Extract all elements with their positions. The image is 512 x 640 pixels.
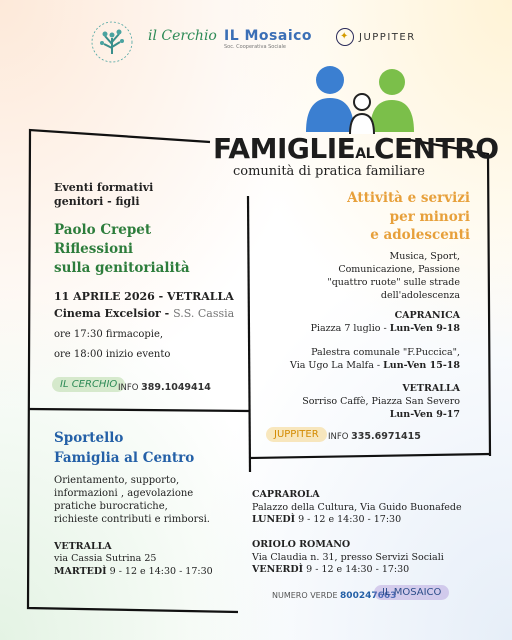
juppiter-badge: JUPPITER — [266, 427, 327, 442]
distretto-logo — [90, 20, 134, 64]
location-address: Sorriso Caffè, Piazza San Severo — [302, 396, 460, 407]
desc-line: Musica, Sport, — [389, 251, 460, 262]
event-label-line: genitori - figli — [54, 195, 140, 208]
day-text: MARTEDÌ — [54, 566, 107, 577]
activities-title-line: e adolescenti — [370, 227, 470, 243]
info-label: INFO — [118, 383, 142, 393]
event-label-line: Eventi formativi — [54, 181, 154, 194]
sportello-title-line: Sportello — [54, 430, 124, 446]
mosaico-logo-sub: Soc. Cooperativa Sociale — [224, 44, 287, 50]
sportello-hours — [54, 566, 213, 577]
event-title-line: Paolo Crepet — [54, 222, 152, 238]
desc-line: Orientamento, supporto, — [54, 475, 180, 486]
desc-line: dell'adolescenza — [380, 290, 460, 301]
event-time: ore 17:30 firmacopie, — [54, 329, 164, 340]
desc-line: Comunicazione, Passione — [338, 264, 460, 275]
sportello-description — [54, 474, 210, 526]
location-vetralla — [278, 382, 460, 421]
sportello-address: via Cassia Sutrina 25 — [54, 553, 157, 564]
juppiter-logo-text: JUPPITER — [359, 32, 416, 43]
sportello-title — [54, 428, 194, 468]
hours-text: Lun-Ven 15-18 — [383, 360, 460, 371]
address-text: Via Ugo La Malfa - — [290, 360, 384, 371]
tree-icon — [90, 20, 134, 64]
mosaico-logo — [224, 28, 312, 50]
location-city: ORIOLO ROMANO — [252, 539, 351, 550]
day-text: VENERDÌ — [252, 564, 304, 575]
activities-title-line: per minori — [389, 208, 470, 225]
event-date: 11 APRILE 2026 - VETRALLA — [54, 290, 234, 303]
verde-number: 800247663 — [340, 591, 397, 601]
activities-title — [288, 189, 470, 245]
title-centro: CENTRO — [374, 132, 499, 165]
hours-text: Lun-Ven 9-18 — [389, 323, 460, 334]
cerchio-logo: il Cerchio — [148, 28, 217, 44]
cerchio-badge: IL CERCHIO — [52, 377, 125, 392]
hours-text: Lun-Ven 9-17 — [389, 409, 460, 420]
page-title — [213, 132, 499, 165]
activities-description — [278, 250, 460, 302]
event-time: ore 18:00 inizio evento — [54, 349, 171, 360]
event-title-line: sulla genitorialità — [54, 260, 190, 276]
verde-label: NUMERO VERDE — [272, 591, 341, 600]
event-info — [118, 382, 211, 393]
sportello-caprarola — [252, 489, 462, 527]
info-label: INFO — [328, 432, 352, 442]
desc-line: informazioni , agevolazione — [54, 488, 194, 499]
event-label — [54, 181, 153, 209]
event-venue-name: Cinema Excelsior - — [54, 307, 174, 320]
location-hours — [252, 514, 462, 527]
sportello-city: VETRALLA — [54, 541, 112, 552]
sportello-oriolo — [252, 539, 444, 577]
event-title — [54, 221, 190, 278]
desc-line: pratiche burocratiche, — [54, 501, 168, 512]
hours-text: 9 - 12 e 14:30 - 17:30 — [303, 564, 410, 575]
event-title-line: Riflessioni — [54, 241, 134, 257]
title-al: AL — [355, 146, 374, 162]
juppiter-mark-icon: ✦ — [336, 28, 354, 46]
page-subtitle: comunità di pratica familiare — [233, 164, 425, 179]
location-address — [278, 322, 460, 335]
location-hours — [252, 564, 444, 577]
location-city: VETRALLA — [402, 383, 460, 394]
location-address — [278, 359, 460, 372]
title-famiglie: FAMIGLIE — [213, 132, 356, 165]
location-palestra — [278, 346, 460, 372]
day-text: LUNEDÌ — [252, 514, 296, 525]
location-city: CAPRAROLA — [252, 489, 320, 500]
activities-info — [328, 431, 421, 442]
sportello-title-line: Famiglia al Centro — [54, 450, 195, 466]
activities-title-line: Attività e servizi — [347, 190, 470, 206]
info-phone: 389.1049414 — [141, 382, 211, 393]
location-city: CAPRANICA — [394, 310, 460, 321]
address-text: Piazza 7 luglio - — [310, 323, 390, 334]
desc-line: richieste contributi e rimborsi. — [54, 514, 210, 525]
location-name: Palestra comunale "F.Puccica", — [311, 347, 460, 358]
location-capranica — [278, 309, 460, 335]
desc-line: "quattro ruote" sulle strade — [327, 277, 460, 288]
location-address: Palazzo della Cultura, Via Guido Buonafede — [252, 501, 462, 513]
hours-text: 9 - 12 e 14:30 - 17:30 — [295, 514, 402, 525]
hours-text: 9 - 12 e 14:30 - 17:30 — [106, 566, 213, 577]
location-address: Via Claudia n. 31, presso Servizi Sociali — [252, 551, 444, 563]
event-venue-road: S.S. Cassia — [173, 307, 235, 320]
mosaico-logo-text: IL Mosaico — [224, 28, 313, 44]
juppiter-logo — [336, 28, 416, 46]
family-icon — [306, 66, 414, 134]
mosaico-badge: IL MOSAICO — [374, 585, 449, 600]
event-venue — [54, 307, 234, 320]
info-phone: 335.6971415 — [351, 431, 421, 442]
